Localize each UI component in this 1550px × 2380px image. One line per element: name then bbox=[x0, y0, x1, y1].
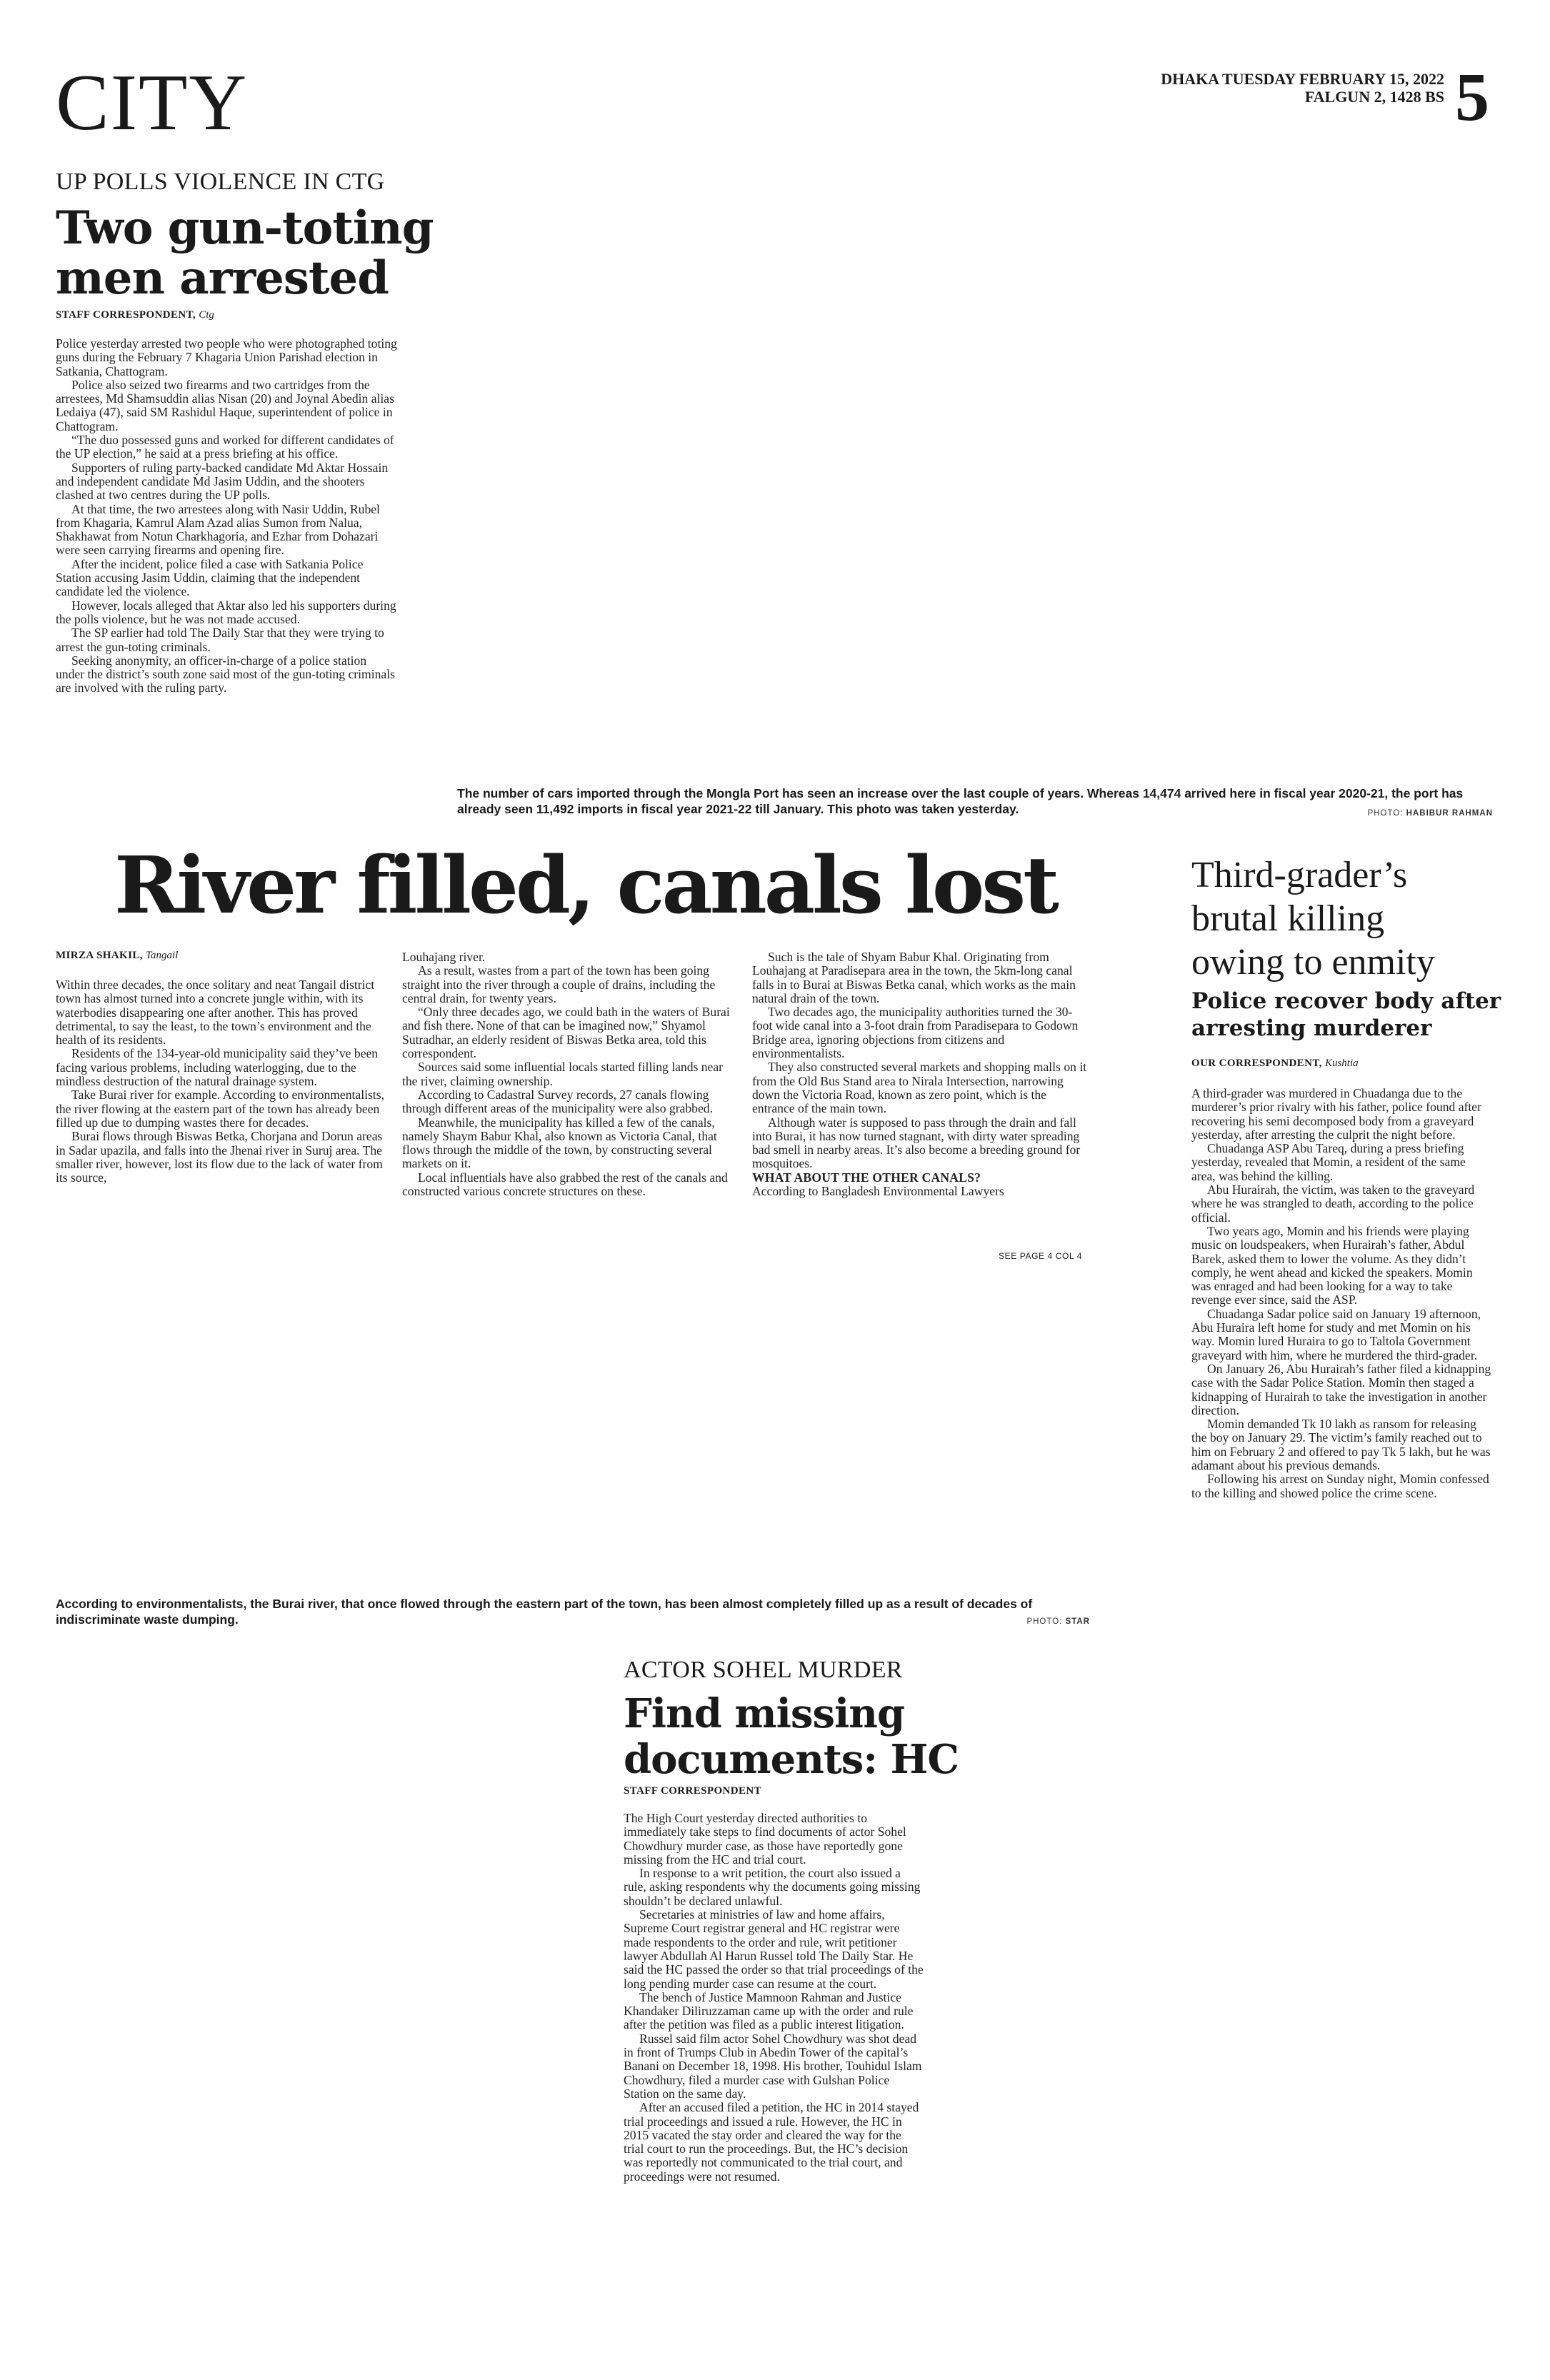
story4-paragraph: Russel said film actor Sohel Chowdhury was shot dead in front of Trumps Club in Abedin Tower of the capital’s Banani on December 18, 1998. His brother, Touhidul Islam Chowdhury, filed a murder case with Gulshan Police Station on the same day. bbox=[624, 2031, 922, 2101]
story2-column-3 bbox=[752, 950, 1088, 1198]
story1-paragraph: Police also seized two firearms and two cartridges from the arrestees, Md Shamsuddin alias Nisan (20) and Joynal Abedin alias Ledaiya (47), said SM Rashidul Haque, superintendent of police in Chattogram. bbox=[56, 377, 394, 433]
story4-headline-line: Find missing bbox=[624, 1690, 905, 1737]
story3-paragraph: Following his arrest on Sunday night, Momin confessed to the killing and showed police the crime scene. bbox=[1191, 1472, 1489, 1500]
story4-paragraph: In response to a writ petition, the court also issued a rule, asking respondents why the documents going missing shouldn’t be declared unlawful. bbox=[624, 1866, 921, 1908]
story2-jump-line[interactable]: SEE PAGE 4 COL 4 bbox=[999, 1251, 1082, 1261]
story3-subheadline-line: arresting murderer bbox=[1191, 1015, 1432, 1041]
story1-body bbox=[56, 337, 397, 696]
story1-paragraph: At that time, the two arrestees along with Nasir Uddin, Rubel from Khagaria, Kamrul Alam Azad alias Sumon from Nalua, Shakhawat from Notun Charkhagoria, and Ezhar from Dohazari were seen carrying firearms and opening fire. bbox=[56, 501, 380, 558]
story2-paragraph: According to Cadastral Survey records, 27 canals flowing through different areas of the municipality were also grabbed. bbox=[402, 1087, 713, 1116]
story2-paragraph: Within three decades, the once solitary and neat Tangail district town has almost turned into a concrete jungle within, with its waterbodies disappearing one after another. This has proved detrimental, to say the least, to the town’s environment and the health of its residents. bbox=[56, 978, 375, 1048]
story3-paragraph: A third-grader was murdered in Chuadanga due to the murderer’s prior rivalry with his father, police found after recovering his semi decomposed body from a graveyard yesterday, after arresting the culprit the night before. bbox=[1191, 1086, 1481, 1142]
story2-paragraph: Louhajang river. bbox=[402, 950, 486, 964]
story1-paragraph: Police yesterday arrested two people who were photographed toting guns during the February 7 Khagaria Union Parishad election in Satkania, Chattogram. bbox=[56, 336, 397, 378]
story1-paragraph: Supporters of ruling party-backed candidate Md Aktar Hossain and independent candidate Md Jasim Uddin, and the shooters clashed at two centres during the UP polls. bbox=[56, 460, 389, 503]
story2-byline-place: Tangail bbox=[146, 950, 179, 961]
story2-paragraph: Burai flows through Biswas Betka, Chorjana and Dorun areas in Sadar upazila, and falls into the Jhenai river in Suruj area. The smaller river, however, lost its flow due to the lack of water from its source, bbox=[56, 1129, 383, 1185]
story2-paragraph: They also constructed several markets and shopping malls on it from the Old Bus Stand area to Nirala Intersection, narrowing down the Victoria Road, known as zero point, which is the entrance of the main town. bbox=[752, 1060, 1087, 1116]
story4-paragraph: After an accused filed a petition, the HC in 2014 stayed trial proceedings and issued a rule. However, the HC in 2015 vacated the stay order and cleared the way for the trial court to run the proceedings. But, the HC’s decision was reportedly not communicated to the trial court, and proceedings were not resumed. bbox=[624, 2100, 919, 2184]
story1-paragraph: However, locals alleged that Aktar also led his supporters during the polls violence, but he was not made accused. bbox=[56, 598, 396, 626]
story3-byline bbox=[1191, 1058, 1359, 1070]
story2-paragraph: As a result, wastes from a part of the town has been going straight into the river through a couple of drains, including the central drain, for twenty years. bbox=[402, 963, 716, 1005]
photo1-credit-name: HABIBUR RAHMAN bbox=[1406, 809, 1493, 818]
story3-paragraph: Chuadanga Sadar police said on January 19 afternoon, Abu Huraira left home for study and met Momin on his way. Momin lured Huraira to go to Taltola Government graveyard with him, where he murdered the third-grader. bbox=[1191, 1306, 1481, 1362]
story1-headline-line: men arrested bbox=[56, 251, 389, 305]
story1-paragraph: “The duo possessed guns and worked for different candidates of the UP election,” he said at a press briefing at his office. bbox=[56, 433, 394, 461]
photo1-caption: The number of cars imported through the Mongla Port has seen an increase over the last couple of years. Whereas 14,474 arrived here in fiscal year 2020-21, the port has already seen 11,492 imports in fiscal year 2021-22 till January. This photo was taken yesterday. bbox=[457, 786, 1464, 816]
story3-headline[interactable] bbox=[1191, 853, 1435, 984]
story4-body bbox=[624, 1812, 924, 2184]
story2-paragraph: “Only three decades ago, we could bath in the waters of Burai and fish there. None of that can be imagined now,” Shyamol Sutradhar, an elderly resident of Biswas Betka area, told this correspondent. bbox=[402, 1005, 730, 1061]
story1-paragraph: The SP earlier had told The Daily Star that they were trying to arrest the gun-toting criminals. bbox=[56, 626, 384, 654]
story2-paragraph: Meanwhile, the municipality has killed a few of the canals, namely Shaym Babur Khal, also known as Victoria Canal, that flows through the middle of the town, by constructing several markets on it. bbox=[402, 1115, 717, 1171]
story2-paragraph: Such is the tale of Shyam Babur Khal. Originating from Louhajang at Paradisepara area in the town, the 5km-long canal falls in to Burai at Biswas Betka canal, which works as the main natural drain of the town. bbox=[752, 950, 1076, 1005]
story2-paragraph: According to Bangladesh Environmental Lawyers bbox=[752, 1184, 1004, 1199]
section-title: CITY bbox=[56, 59, 249, 147]
story3-paragraph: On January 26, Abu Hurairah’s father filed a kidnapping case with the Sadar Police Station. Momin then staged a kidnapping of Hurairah to take the investigation in another direction. bbox=[1191, 1361, 1491, 1417]
story3-subheadline bbox=[1191, 988, 1501, 1042]
story2-paragraph: Local influentials have also grabbed the rest of the canals and constructed various concrete structures on these. bbox=[402, 1170, 728, 1199]
photo2-credit-label: PHOTO: bbox=[1026, 1617, 1063, 1626]
story2-subhead: WHAT ABOUT THE OTHER CANALS? bbox=[752, 1170, 981, 1185]
dateline-bangla-date: FALGUN 2, 1428 BS bbox=[1304, 88, 1444, 106]
story3-headline-line: Third-grader’s bbox=[1191, 855, 1408, 895]
story1-paragraph: After the incident, police filed a case with Satkania Police Station accusing Jasim Uddin, claiming that the independent candidate led the violence. bbox=[56, 556, 364, 599]
story4-paragraph: The High Court yesterday directed authorities to immediately take steps to find documents of actor Sohel Chowdhury murder case, as those have reportedly gone missing from the HC and trial court. bbox=[624, 1811, 906, 1867]
dateline-date: DHAKA TUESDAY FEBRUARY 15, 2022 bbox=[1161, 70, 1444, 88]
story3-paragraph: Abu Hurairah, the victim, was taken to the graveyard where he was strangled to death, according to the police official. bbox=[1191, 1183, 1475, 1225]
story2-column-2 bbox=[402, 950, 738, 1198]
story2-byline-name: MIRZA SHAKIL, bbox=[56, 950, 143, 961]
story3-byline-name: OUR CORRESPONDENT, bbox=[1191, 1058, 1322, 1069]
story3-body bbox=[1191, 1087, 1491, 1500]
story1-kicker: UP POLLS VIOLENCE IN CTG bbox=[56, 169, 385, 195]
story1-paragraph: Seeking anonymity, an officer-in-charge of a police station under the district’s south zone said most of the gun-toting criminals are involved with the ruling party. bbox=[56, 653, 395, 696]
story2-headline[interactable]: River filled, canals lost bbox=[114, 839, 1056, 931]
story4-byline-name: STAFF CORRESPONDENT bbox=[624, 1785, 762, 1797]
story1-byline-name: STAFF CORRESPONDENT, bbox=[56, 309, 196, 321]
story2-paragraph: Residents of the 134-year-old municipality said they’ve been facing various problems, including waterlogging, due to the mindless destruction of the natural drainage system. bbox=[56, 1046, 379, 1089]
photo1-credit-label: PHOTO: bbox=[1367, 809, 1404, 818]
story4-paragraph: The bench of Justice Mamnoon Rahman and Justice Khandaker Diliruzzaman came up with the order and rule after the petition was filed as a public interest litigation. bbox=[624, 1989, 914, 2032]
story4-kicker: ACTOR SOHEL MURDER bbox=[624, 1657, 903, 1683]
story3-paragraph: Two years ago, Momin and his friends were playing music on loudspeakers, when Hurairah’s father, Abdul Barek, asked them to lower the volume. As they didn’t comply, he went ahead and kicked the speakers. Momin was enraged and had been looking for a way to take revenge ever since, said the ASP. bbox=[1191, 1223, 1473, 1307]
story2-column-1 bbox=[56, 978, 391, 1185]
story1-headline[interactable] bbox=[56, 201, 434, 305]
story3-paragraph: Momin demanded Tk 10 lakh as ransom for releasing the boy on January 29. The victim’s family reached out to him on February 2 and offered to pay Tk 5 lakh, but he was adamant about his previous demands. bbox=[1191, 1417, 1491, 1473]
photo2-credit bbox=[950, 1617, 1090, 1626]
page-number: 5 bbox=[1455, 59, 1489, 135]
story2-paragraph: Although water is supposed to pass through the drain and fall into Burai, it has now turned stagnant, with dirty water spreading bad smell in nearby areas. It’s also become a breeding ground for mosquitoes. bbox=[752, 1115, 1081, 1171]
story3-subheadline-line: Police recover body after bbox=[1191, 988, 1501, 1014]
story2-paragraph: Take Burai river for example. According to environmentalists, the river flowing at the eastern part of the town has already been filled up due to dumping wastes there for decades. bbox=[56, 1088, 384, 1130]
story2-paragraph: Sources said some influential locals started filling lands near the river, claiming ownership. bbox=[402, 1060, 724, 1088]
story4-headline[interactable] bbox=[624, 1691, 959, 1782]
story4-paragraph: Secretaries at ministries of law and home affairs, Supreme Court registrar general and HC registrar were made respondents to the order and rule, writ petitioner lawyer Abdullah Al Harun Russel told The Daily Star. He said the HC passed the order so that trial proceedings of the long pending murder case can resume at the court. bbox=[624, 1907, 924, 1991]
story1-headline-line: Two gun-toting bbox=[56, 201, 434, 255]
story1-byline-place: Ctg bbox=[199, 309, 214, 321]
dateline bbox=[1161, 70, 1444, 106]
story3-headline-line: brutal killing bbox=[1191, 898, 1385, 939]
story3-headline-line: owing to enmity bbox=[1191, 942, 1435, 983]
photo2-caption: According to environmentalists, the Burai river, that once flowed through the eastern part of the town, has been almost completely filled up as a result of decades of indiscriminate waste dumping. bbox=[56, 1597, 1033, 1627]
story3-paragraph: Chuadanga ASP Abu Tareq, during a press briefing yesterday, revealed that Momin, a resident of the same area, was behind the killing. bbox=[1191, 1141, 1466, 1183]
story3-byline-place: Kushtia bbox=[1324, 1058, 1359, 1069]
story1-byline bbox=[56, 309, 214, 321]
story4-byline bbox=[624, 1785, 761, 1797]
story4-headline-line: documents: HC bbox=[624, 1736, 959, 1783]
story2-byline bbox=[56, 950, 178, 962]
photo1-credit bbox=[1214, 809, 1493, 818]
photo2-credit-name: STAR bbox=[1065, 1617, 1090, 1626]
story2-paragraph: Two decades ago, the municipality authorities turned the 30-foot wide canal into a 3-foot drain from Paradisepara to Godown Bridge area, ignoring objections from citizens and environmentalists. bbox=[752, 1005, 1079, 1061]
